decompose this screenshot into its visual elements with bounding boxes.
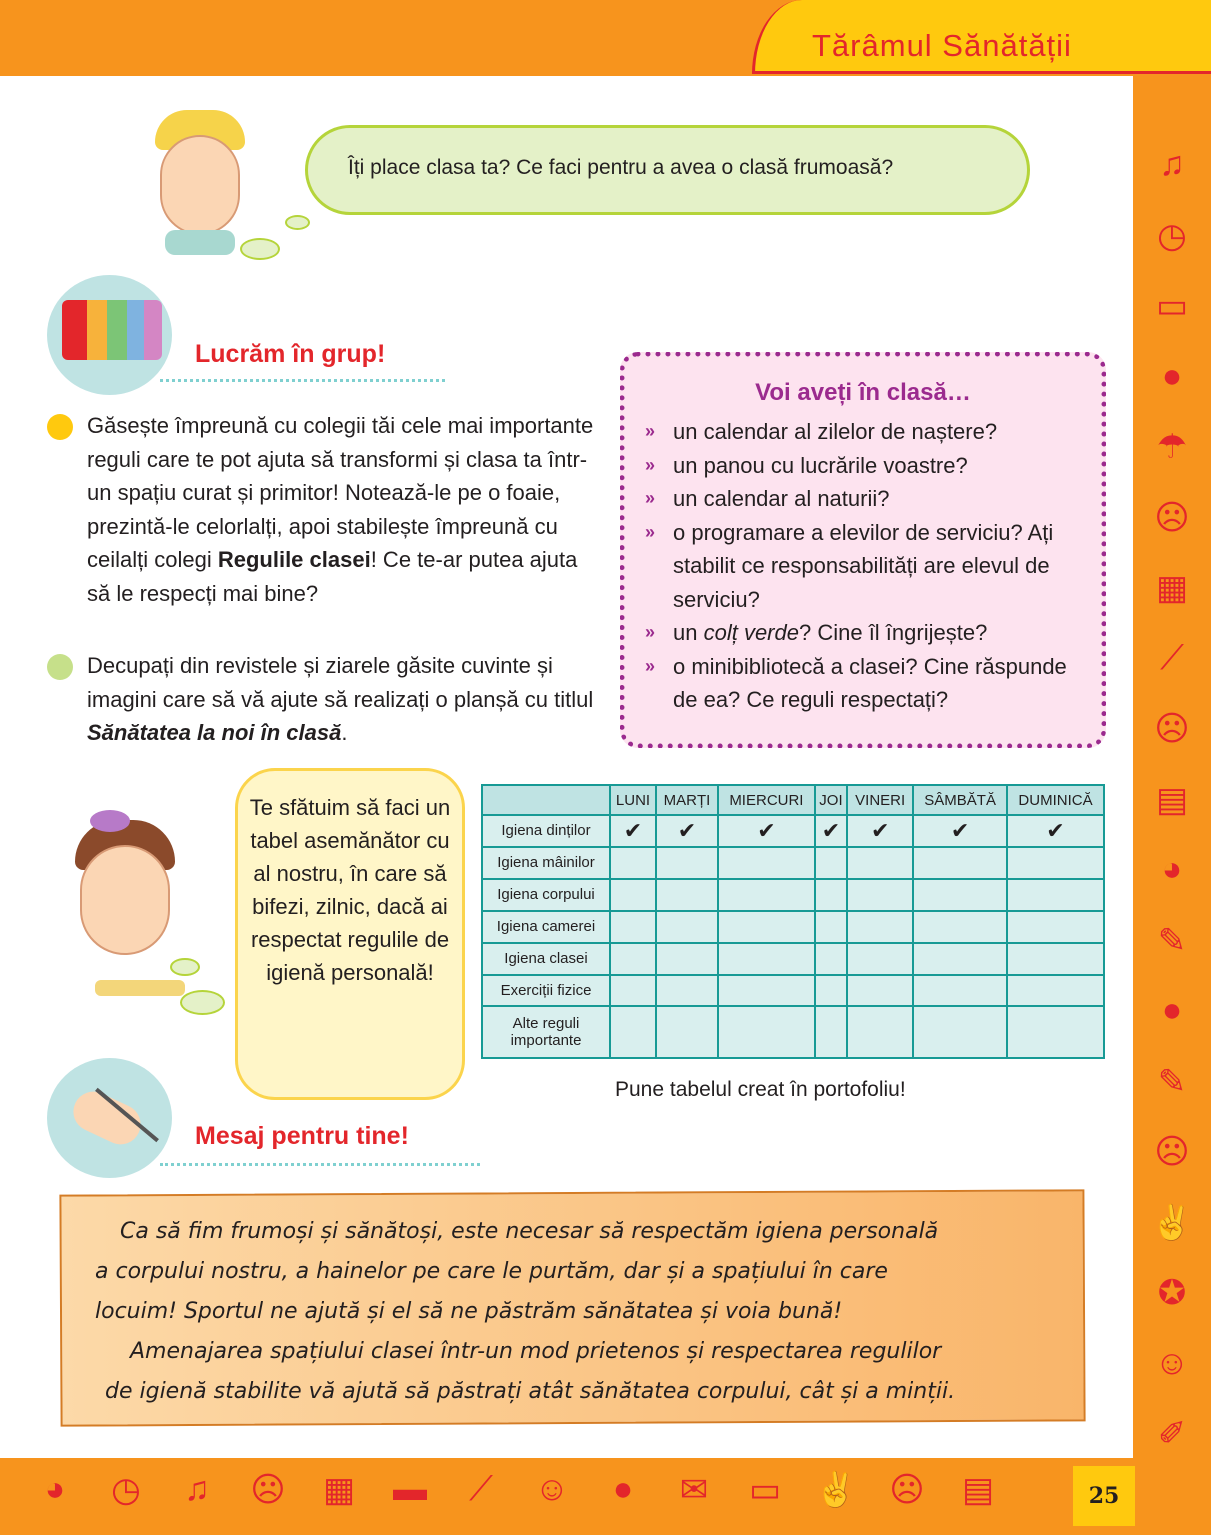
row-label: Igiena clasei (482, 943, 610, 975)
apple-icon: ● (1161, 991, 1183, 1029)
check-cell[interactable] (1007, 879, 1104, 911)
check-cell[interactable] (815, 975, 847, 1007)
row-label: Igiena corpului (482, 879, 610, 911)
check-cell[interactable] (847, 1006, 913, 1058)
yellow-bullet-icon (47, 414, 73, 440)
advice-bubble (235, 768, 465, 1100)
item-text: un panou cu lucrările voastre? (673, 452, 968, 478)
item-text: ? Cine îl îngrijește? (798, 620, 988, 645)
hygiene-table (481, 784, 1105, 1059)
smile-face-icon: ☺ (534, 1470, 570, 1508)
header-cell: SÂMBĂTĂ (913, 785, 1007, 815)
medal-icon: ✪ (1157, 1274, 1187, 1312)
sad-face-icon: ☹ (1154, 1133, 1190, 1171)
header-cell: JOI (815, 785, 847, 815)
thought-bubble (240, 238, 280, 260)
check-cell[interactable] (610, 943, 656, 975)
header-cell: MIERCURI (718, 785, 815, 815)
arrow-icon: » (645, 488, 656, 508)
check-cell[interactable] (1007, 911, 1104, 943)
list-item (645, 415, 1081, 449)
arrow-icon: » (645, 655, 656, 676)
header-cell: LUNI (610, 785, 656, 815)
check-cell[interactable] (610, 879, 656, 911)
check-cell[interactable]: ✔ (718, 815, 815, 847)
check-cell[interactable] (656, 943, 718, 975)
class-questions-box (620, 352, 1106, 748)
thought-bubble (170, 958, 200, 976)
check-cell[interactable] (847, 879, 913, 911)
check-cell[interactable]: ✔ (1007, 815, 1104, 847)
pencil-icon: ✎ (1157, 921, 1187, 960)
victory-hand-icon: ✌ (1150, 1203, 1194, 1242)
message-line: locuim! Sportul ne ajută și el să ne păstrăm sănătatea și voia bună! (95, 1299, 843, 1324)
sidebar-decoration (1133, 76, 1211, 1458)
header-cell: MARȚI (656, 785, 718, 815)
check-cell[interactable]: ✔ (913, 815, 1007, 847)
thought-bubble (180, 990, 225, 1015)
sad-face-icon: ☹ (250, 1471, 286, 1509)
divider (160, 1156, 480, 1166)
clock-icon: ◷ (111, 1471, 141, 1509)
table-note: Pune tabelul creat în portofoliu! (615, 1078, 906, 1101)
row-label: Exerciții fizice (482, 975, 610, 1007)
check-cell[interactable] (913, 975, 1007, 1007)
question-cloud (305, 125, 1030, 215)
palette-icon: ◕ (1161, 850, 1183, 888)
angry-face-icon: ☹ (1154, 710, 1190, 748)
check-cell[interactable] (1007, 847, 1104, 879)
message-line: Ca să fim frumoși și sănătoși, este necesar să respectăm igiena personală (120, 1219, 939, 1244)
table-row (482, 943, 1104, 975)
arrow-icon: » (645, 421, 656, 441)
row-label: Igiena dinților (482, 815, 610, 847)
apple-icon: ● (1161, 356, 1183, 395)
group-instruction-1 (87, 409, 597, 610)
notepad-icon: ▤ (961, 1471, 995, 1509)
table-row (482, 911, 1104, 943)
row-label: Igiena camerei (482, 911, 610, 943)
check-cell[interactable] (718, 911, 815, 943)
italic-text: colț verde (703, 620, 799, 645)
check-cell[interactable] (718, 1006, 815, 1058)
check-cell[interactable] (610, 975, 656, 1007)
list-item (645, 516, 1081, 617)
check-cell[interactable] (913, 1006, 1007, 1058)
check-cell[interactable] (815, 847, 847, 879)
check-cell[interactable] (718, 879, 815, 911)
bold-text: Regulile clasei (217, 547, 371, 572)
check-cell[interactable] (815, 879, 847, 911)
palette-icon: ◕ (44, 1470, 66, 1508)
bold-italic-text: Sănătatea la noi în clasă (87, 720, 342, 745)
calendar-icon: ▦ (322, 1471, 356, 1509)
check-cell[interactable]: ✔ (847, 815, 913, 847)
list-item (645, 616, 1081, 650)
header-cell: VINERI (847, 785, 913, 815)
message-text (95, 1212, 1075, 1412)
list-item (645, 449, 1081, 483)
girl-illustration (50, 800, 190, 1000)
green-bullet-icon (47, 654, 73, 680)
check-cell[interactable] (847, 847, 913, 879)
table-row (482, 975, 1104, 1007)
thought-bubble (285, 215, 310, 230)
table-row (482, 847, 1104, 879)
check-cell[interactable] (656, 879, 718, 911)
list-item (645, 650, 1081, 717)
text: Găsește împreună cu colegii tăi cele mai importante reguli care te pot ajuta să transformi și clasa ta într-un spațiu curat și primitor! Notează-le pe o foaie, prezintă-le celorlalți, apoi stabilește împreună cu ceilalți colegi (87, 413, 594, 572)
check-cell[interactable] (815, 943, 847, 975)
ticket-icon: ▭ (748, 1471, 782, 1509)
check-cell[interactable] (656, 847, 718, 879)
arrow-icon: » (645, 622, 656, 642)
question-text: Îți place clasa ta? Ce faci pentru a avea o clasă frumoasă? (348, 156, 894, 179)
sad-face-icon: ☹ (1154, 498, 1190, 537)
clock-icon: ◷ (1157, 216, 1187, 255)
victory-hand-icon: ✌ (814, 1471, 858, 1509)
class-box-title: Voi aveți în clasă… (755, 379, 971, 406)
header-cell: DUMINICĂ (1007, 785, 1104, 815)
table-row (482, 1006, 1104, 1058)
music-note-icon: ♫ (1159, 145, 1185, 183)
notepad-icon: ▤ (1155, 780, 1189, 819)
table-row (482, 815, 1104, 847)
check-cell[interactable] (913, 847, 1007, 879)
check-cell[interactable] (610, 847, 656, 879)
check-cell[interactable]: ✔ (815, 815, 847, 847)
brush-icon: ✐ (1157, 1415, 1187, 1453)
check-cell[interactable] (913, 879, 1007, 911)
check-cell[interactable] (847, 911, 913, 943)
check-cell[interactable] (656, 911, 718, 943)
check-cell[interactable] (847, 943, 913, 975)
check-cell[interactable] (1007, 1006, 1104, 1058)
header-cell (482, 785, 610, 815)
text: . (341, 720, 348, 745)
smile-face-icon: ☺ (1154, 1343, 1190, 1382)
book-icon: ▬ (393, 1470, 427, 1508)
text: Decupați din revistele și ziarele găsite cuvinte și imagini care să vă ajute să realizați o planșă cu titlul (87, 653, 594, 712)
text: ! Ce te-ar putea ajuta să le respecți mai bine? (87, 547, 578, 606)
table-row (482, 879, 1104, 911)
books-illustration (47, 275, 172, 395)
page-number: 25 (1073, 1466, 1135, 1526)
message-line: Amenajarea spațiului clasei într-un mod prietenos și respectarea regulilor (130, 1339, 942, 1364)
row-label: Igiena mâinilor (482, 847, 610, 879)
table-header-row (482, 785, 1104, 815)
chapter-title: Tărâmul Sănătății (812, 28, 1072, 63)
arrow-icon: » (645, 521, 656, 542)
shower-icon: ☂ (1156, 428, 1188, 466)
check-cell[interactable] (718, 975, 815, 1007)
divider (160, 372, 445, 382)
check-cell[interactable] (913, 911, 1007, 943)
group-section-title: Lucrăm în grup! (195, 340, 386, 368)
check-cell[interactable] (815, 911, 847, 943)
check-cell[interactable] (718, 943, 815, 975)
check-cell[interactable] (718, 847, 815, 879)
check-cell[interactable]: ✔ (610, 815, 656, 847)
check-cell[interactable] (610, 911, 656, 943)
item-text: un calendar al naturii? (673, 486, 890, 511)
item-text: o minibibliotecă a clasei? Cine răspunde de ea? Ce reguli respectați? (673, 653, 1067, 712)
message-line: a corpului nostru, a hainelor pe care le purtăm, dar și a spațiului în care (95, 1259, 888, 1284)
writing-hand-illustration (47, 1058, 172, 1178)
check-cell[interactable] (1007, 943, 1104, 975)
group-instruction-2 (87, 649, 602, 750)
ticket-icon: ▭ (1155, 287, 1189, 325)
row-label: Alte reguli importante (482, 1006, 610, 1058)
envelope-icon: ✉ (679, 1471, 709, 1509)
toothbrush-icon: ⟋ (1160, 638, 1184, 677)
item-text: un (673, 620, 704, 645)
check-cell[interactable] (815, 1006, 847, 1058)
check-cell[interactable] (656, 1006, 718, 1058)
music-note-icon: ♫ (184, 1470, 210, 1508)
boy-illustration (145, 100, 255, 260)
check-cell[interactable]: ✔ (656, 815, 718, 847)
calendar-icon: ▦ (1155, 569, 1189, 607)
toothbrush-icon: ⟋ (469, 1470, 493, 1508)
apple-icon: ● (612, 1470, 634, 1508)
list-item (645, 482, 1081, 516)
check-cell[interactable] (610, 1006, 656, 1058)
check-cell[interactable] (847, 975, 913, 1007)
pencil-icon: ✎ (1157, 1062, 1187, 1101)
item-text: o programare a elevilor de serviciu? Ați stabilit ce responsabilități are elevul de serviciu? (673, 519, 1054, 612)
message-line: de igienă stabilite vă ajută să păstrați atât sănătatea corpului, cât și a minții. (105, 1379, 956, 1404)
check-cell[interactable] (656, 975, 718, 1007)
item-text: un calendar al zilelor de naștere? (673, 419, 998, 444)
advice-text: Te sfătuim să faci un tabel asemănător cu al nostru, în care să bifezi, zilnic, dacă ai respectat regulile de igienă personală! (249, 795, 451, 985)
angry-face-icon: ☹ (889, 1471, 925, 1509)
arrow-icon: » (645, 454, 656, 475)
check-cell[interactable] (913, 943, 1007, 975)
check-cell[interactable] (1007, 975, 1104, 1007)
message-section-title: Mesaj pentru tine! (195, 1122, 409, 1150)
